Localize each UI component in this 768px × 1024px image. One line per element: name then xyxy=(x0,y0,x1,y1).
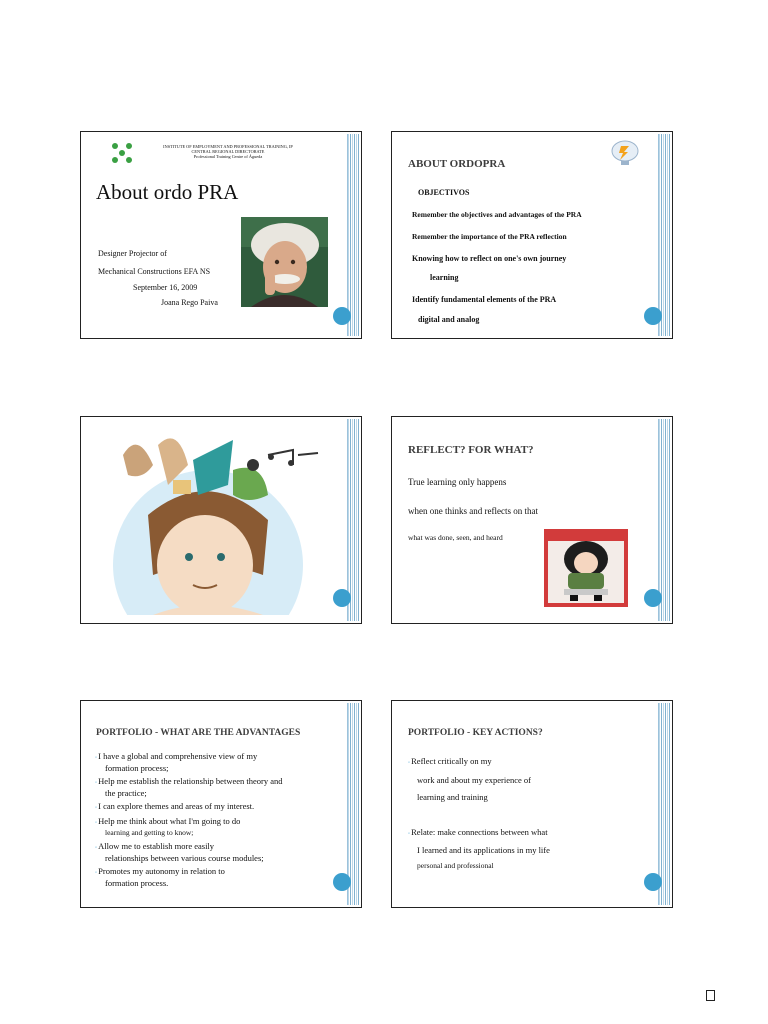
slide-stripe xyxy=(658,134,670,336)
author-line: Joana Rego Paiva xyxy=(161,298,218,307)
slide-6 xyxy=(391,700,673,908)
reflect-line: when one thinks and reflects on that xyxy=(408,506,538,516)
objective-item: Remember the objectives and advantages of the PRA xyxy=(412,210,582,219)
slide-dot xyxy=(644,589,662,607)
slide-2 xyxy=(391,131,673,339)
course-line: Mechanical Constructions EFA NS xyxy=(98,267,211,276)
portrait-image xyxy=(241,217,328,307)
slide-dot xyxy=(333,589,351,607)
bullet-icon: ◦ xyxy=(95,870,98,876)
slide-heading: PORTFOLIO - WHAT ARE THE ADVANTAGES xyxy=(96,728,301,738)
reflect-line: what was done, seen, and heard xyxy=(408,533,503,542)
list-item: ◦I can explore themes and areas of my interest. xyxy=(95,801,255,811)
slide-dot xyxy=(333,873,351,891)
list-item: ◦Help me establish the relationship between theory and the practice; xyxy=(95,776,283,798)
objective-item: digital and analog xyxy=(418,315,480,324)
list-item: ◦Reflect critically on my xyxy=(408,756,492,766)
bullet-icon: ◦ xyxy=(95,845,98,851)
slide-title: About ordo PRA xyxy=(96,180,239,204)
logo-icon xyxy=(111,142,133,164)
bullet-icon: ◦ xyxy=(408,760,411,766)
actions-group-2 xyxy=(408,824,550,874)
lightbulb-icon xyxy=(610,140,640,166)
list-item: ◦Promotes my autonomy in relation to formation process. xyxy=(95,866,225,888)
list-item: ◦Help me think about what I'm going to do learning and getting to know; xyxy=(95,816,241,837)
bullet-icon: ◦ xyxy=(95,755,98,761)
slide-dot xyxy=(644,307,662,325)
reflect-line: True learning only happens xyxy=(408,477,507,487)
designer-line: Designer Projector of xyxy=(98,249,167,258)
objective-item: learning xyxy=(430,273,459,282)
list-item: work and about my experience of xyxy=(417,775,531,785)
slide-stripe xyxy=(658,703,670,905)
bullet-icon: ◦ xyxy=(95,820,98,826)
slide-stripe xyxy=(347,134,359,336)
slide-5 xyxy=(80,700,362,908)
list-item: ◦Relate: make connections between what xyxy=(408,827,548,837)
slide-1 xyxy=(80,131,362,339)
cartoon-image xyxy=(544,529,628,607)
objective-item: Knowing how to reflect on one's own journey xyxy=(412,254,567,263)
list-item: learning and training xyxy=(417,792,488,802)
slide-stripe xyxy=(347,703,359,905)
slide-stripe xyxy=(658,419,670,621)
institute-line: Professional Training Centre of Águeda xyxy=(193,154,263,159)
slide-dot xyxy=(644,873,662,891)
list-item: I learned and its applications in my life xyxy=(417,845,550,855)
objective-item: Identify fundamental elements of the PRA xyxy=(412,295,557,304)
slide-heading: ABOUT ORDOPRA xyxy=(408,158,506,170)
advantages-list xyxy=(95,751,335,888)
list-item: personal and professional xyxy=(417,861,494,870)
institute-line: CENTRAL REGIONAL DIRECTORATE xyxy=(191,149,265,154)
bullet-icon: ◦ xyxy=(95,805,98,811)
bullet-icon: ◦ xyxy=(95,780,98,786)
slide-stripe xyxy=(347,419,359,621)
illustration-image xyxy=(93,425,343,615)
list-item: ◦I have a global and comprehensive view of my formation process; xyxy=(95,751,258,773)
institute-line: INSTITUTE OF EMPLOYMENT AND PROFESSIONAL TRAINING, IP xyxy=(163,144,293,149)
slide-heading: PORTFOLIO - KEY ACTIONS? xyxy=(408,728,543,738)
bullet-icon: ◦ xyxy=(408,831,411,837)
page-icon xyxy=(706,990,715,1001)
slide-dot xyxy=(333,307,351,325)
actions-group-1 xyxy=(408,753,531,806)
list-item: ◦Allow me to establish more easily relationships between various course modules; xyxy=(95,841,264,863)
institute-block xyxy=(153,144,303,159)
slide-4 xyxy=(391,416,673,624)
slide-3 xyxy=(80,416,362,624)
objective-item: Remember the importance of the PRA reflection xyxy=(412,232,567,241)
slide-heading: REFLECT? FOR WHAT? xyxy=(408,444,534,456)
date-line: September 16, 2009 xyxy=(133,283,198,292)
subheading: OBJECTIVOS xyxy=(418,188,470,197)
